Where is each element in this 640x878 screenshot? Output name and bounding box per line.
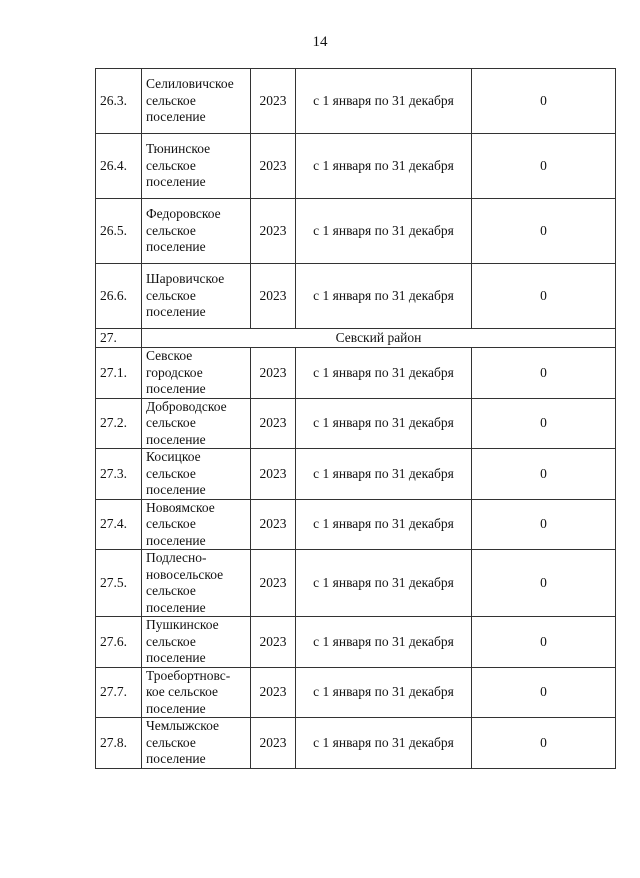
- value-cell: 0: [472, 718, 616, 769]
- value-cell: 0: [472, 398, 616, 449]
- period-cell: с 1 января по 31 декабря: [296, 617, 472, 668]
- year-cell: 2023: [251, 550, 296, 617]
- value-cell: 0: [472, 69, 616, 134]
- row-number: 26.3.: [96, 69, 142, 134]
- value-cell: 0: [472, 348, 616, 399]
- row-number: 27.4.: [96, 499, 142, 550]
- settlement-name: Новоямское сельское поселение: [142, 499, 251, 550]
- value-cell: 0: [472, 617, 616, 668]
- data-table: [95, 68, 616, 769]
- row-number: 26.6.: [96, 264, 142, 329]
- row-number: 27.7.: [96, 667, 142, 718]
- year-cell: 2023: [251, 617, 296, 668]
- table-row: [96, 667, 616, 718]
- table-row: [96, 718, 616, 769]
- settlement-name: Федоровское сельское поселение: [142, 199, 251, 264]
- settlement-name: Шаровичское сельское поселение: [142, 264, 251, 329]
- table-row: [96, 199, 616, 264]
- settlement-name: Доброводское сельское поселение: [142, 398, 251, 449]
- year-cell: 2023: [251, 667, 296, 718]
- value-cell: 0: [472, 134, 616, 199]
- page-number: 14: [312, 34, 328, 50]
- row-number: 26.5.: [96, 199, 142, 264]
- period-cell: с 1 января по 31 декабря: [296, 264, 472, 329]
- table-row: [96, 617, 616, 668]
- period-cell: с 1 января по 31 декабря: [296, 199, 472, 264]
- row-number: 27.1.: [96, 348, 142, 399]
- settlement-name: Пушкинское сельское поселение: [142, 617, 251, 668]
- value-cell: 0: [472, 550, 616, 617]
- table-row: [96, 264, 616, 329]
- row-number: 27.3.: [96, 449, 142, 500]
- region-row: [96, 329, 616, 348]
- table-row: [96, 69, 616, 134]
- year-cell: 2023: [251, 264, 296, 329]
- period-cell: с 1 января по 31 декабря: [296, 449, 472, 500]
- year-cell: 2023: [251, 398, 296, 449]
- row-number: 27.2.: [96, 398, 142, 449]
- region-number: 27.: [96, 329, 142, 348]
- table-row: [96, 449, 616, 500]
- settlement-name: Селиловичское сельское поселение: [142, 69, 251, 134]
- year-cell: 2023: [251, 199, 296, 264]
- year-cell: 2023: [251, 134, 296, 199]
- period-cell: с 1 января по 31 декабря: [296, 134, 472, 199]
- value-cell: 0: [472, 264, 616, 329]
- table-row: [96, 348, 616, 399]
- value-cell: 0: [472, 199, 616, 264]
- year-cell: 2023: [251, 348, 296, 399]
- period-cell: с 1 января по 31 декабря: [296, 398, 472, 449]
- settlement-name: Подлесно-новосельское сельское поселение: [142, 550, 251, 617]
- region-title: Севский район: [142, 329, 616, 348]
- value-cell: 0: [472, 499, 616, 550]
- settlement-name: Троебортновс-кое сельское поселение: [142, 667, 251, 718]
- value-cell: 0: [472, 667, 616, 718]
- period-cell: с 1 января по 31 декабря: [296, 718, 472, 769]
- year-cell: 2023: [251, 449, 296, 500]
- row-number: 26.4.: [96, 134, 142, 199]
- period-cell: с 1 января по 31 декабря: [296, 69, 472, 134]
- period-cell: с 1 января по 31 декабря: [296, 667, 472, 718]
- table-row: [96, 550, 616, 617]
- year-cell: 2023: [251, 69, 296, 134]
- value-cell: 0: [472, 449, 616, 500]
- period-cell: с 1 января по 31 декабря: [296, 348, 472, 399]
- row-number: 27.6.: [96, 617, 142, 668]
- row-number: 27.5.: [96, 550, 142, 617]
- settlement-name: Косицкое сельское поселение: [142, 449, 251, 500]
- year-cell: 2023: [251, 499, 296, 550]
- period-cell: с 1 января по 31 декабря: [296, 550, 472, 617]
- settlement-name: Севское городское поселение: [142, 348, 251, 399]
- settlement-name: Тюнинское сельское поселение: [142, 134, 251, 199]
- table-row: [96, 134, 616, 199]
- row-number: 27.8.: [96, 718, 142, 769]
- year-cell: 2023: [251, 718, 296, 769]
- period-cell: с 1 января по 31 декабря: [296, 499, 472, 550]
- settlement-name: Чемлыжское сельское поселение: [142, 718, 251, 769]
- table-row: [96, 499, 616, 550]
- table-row: [96, 398, 616, 449]
